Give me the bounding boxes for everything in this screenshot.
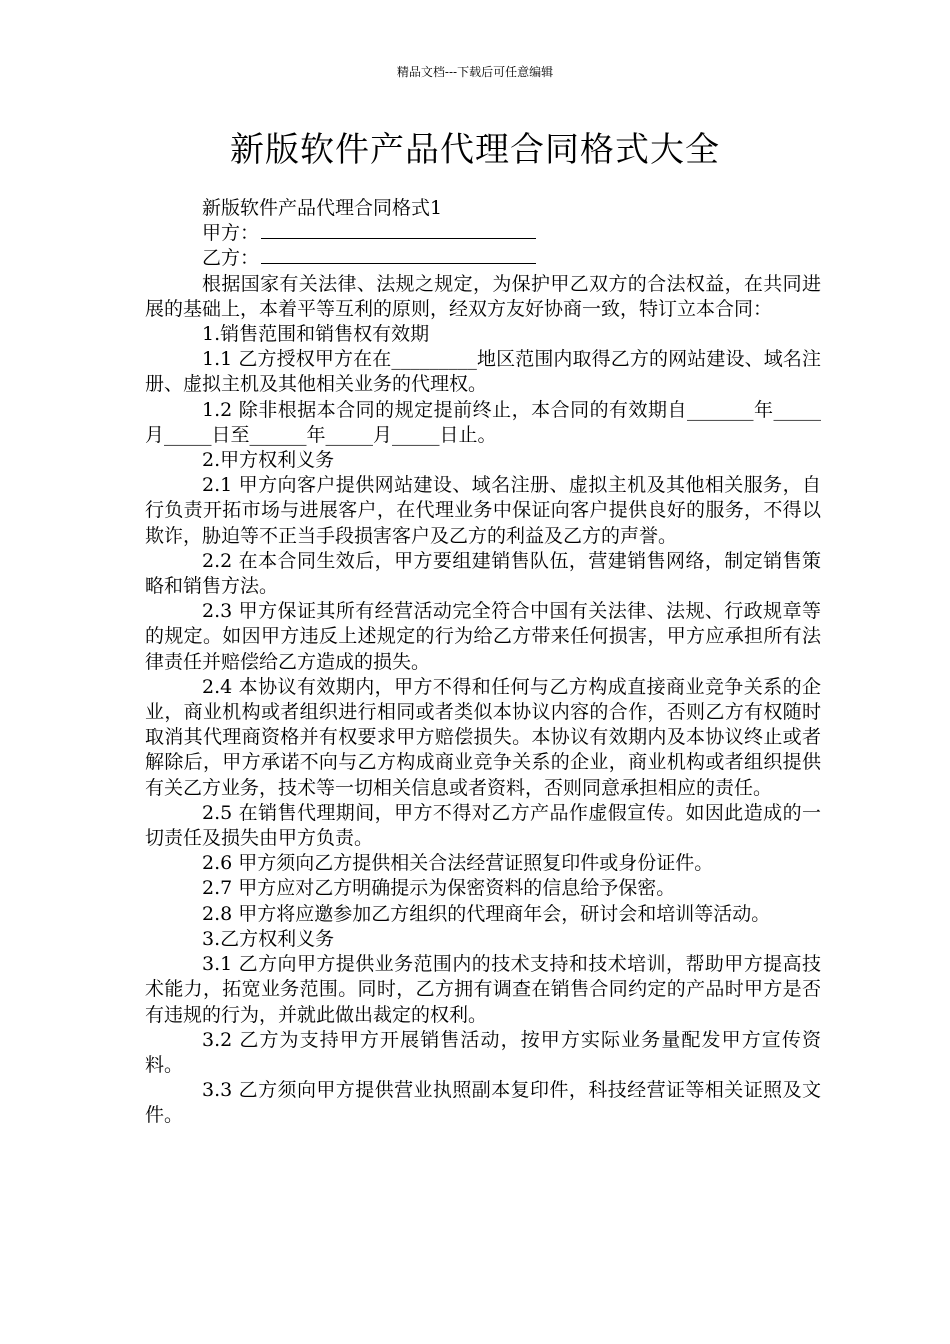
party-b-label: 乙方： <box>202 247 260 270</box>
document-title: 新版软件产品代理合同格式大全 <box>230 130 720 170</box>
page-header: 精品文档---下载后可任意编辑 <box>396 65 554 79</box>
clause-2-4: 2.4 本协议有效期内，甲方不得和任何与乙方构成直接商业竞争关系的企业，商业机构或者组织进行相同或者类似本协议内容的合作，否则乙方有权随时取消其代理商资格并有权要求甲方赔偿损失。本协议有效期内及本协议终止或者解除后，甲方承诺不向与乙方构成商业竞争关系的企业，商业机构或者组织提供有关乙方业务，技术等一切相关信息或者资料，否则同意承担相应的责任。 <box>145 675 821 799</box>
clause-2-3: 2.3 甲方保证其所有经营活动完全符合中国有关法律、法规、行政规章等的规定。如因甲方违反上述规定的行为给乙方带来任何损害，甲方应承担所有法律责任并赔偿给乙方造成的损失。 <box>145 600 821 673</box>
document-subtitle: 新版软件产品代理合同格式1 <box>202 197 443 219</box>
clause-1-2: 1.2 除非根据本合同的规定提前终止，本合同的有效期自_______年_____月_____日至______年_____月_____日止。 <box>145 398 821 446</box>
clause-2-6: 2.6 甲方须向乙方提供相关合法经营证照复印件或身份证件。 <box>202 852 714 875</box>
section-heading-3: 3.乙方权利义务 <box>202 927 335 950</box>
clause-2-2: 2.2 在本合同生效后，甲方要组建销售队伍，营建销售网络，制定销售策略和销售方法。 <box>145 549 821 598</box>
intro-paragraph: 根据国家有关法律、法规之规定，为保护甲乙双方的合法权益，在共同进展的基础上，本着平等互利的原则，经双方友好协商一致，特订立本合同： <box>145 272 821 320</box>
party-a-label: 甲方： <box>202 222 260 245</box>
section-heading-1: 1.销售范围和销售权有效期 <box>202 323 430 346</box>
document-body <box>145 196 821 1129</box>
section-heading-2: 2.甲方权利义务 <box>202 449 335 472</box>
clause-2-8: 2.8 甲方将应邀参加乙方组织的代理商年会，研讨会和培训等活动。 <box>202 902 771 925</box>
party-b-blank <box>261 259 536 264</box>
clause-1-1: 1.1 乙方授权甲方在在_________地区范围内取得乙方的网站建设、域名注册、虚拟主机及其他相关业务的代理权。 <box>145 348 821 396</box>
party-a-line <box>145 221 821 246</box>
party-a-blank <box>261 234 536 239</box>
clause-2-7: 2.7 甲方应对乙方明确提示为保密资料的信息给予保密。 <box>202 877 676 900</box>
party-b-line <box>145 246 821 271</box>
clause-3-1: 3.1 乙方向甲方提供业务范围内的技术支持和技术培训，帮助甲方提高技术能力，拓宽业务范围。同时，乙方拥有调查在销售合同约定的产品时甲方是否有违规的行为，并就此做出裁定的权利。 <box>145 953 821 1026</box>
clause-2-1: 2.1 甲方向客户提供网站建设、域名注册、虚拟主机及其他相关服务，自行负责开拓市场与进展客户，在代理业务中保证向客户提供良好的服务，不得以欺诈，胁迫等不正当手段损害客户及乙方的利益及乙方的声誉。 <box>145 474 821 547</box>
clause-3-2: 3.2 乙方为支持甲方开展销售活动，按甲方实际业务量配发甲方宣传资料。 <box>145 1028 821 1076</box>
clause-2-5: 2.5 在销售代理期间，甲方不得对乙方产品作虚假宣传。如因此造成的一切责任及损失由甲方负责。 <box>145 801 821 850</box>
clause-3-3: 3.3 乙方须向甲方提供营业执照副本复印件，科技经营证等相关证照及文件。 <box>145 1079 821 1127</box>
